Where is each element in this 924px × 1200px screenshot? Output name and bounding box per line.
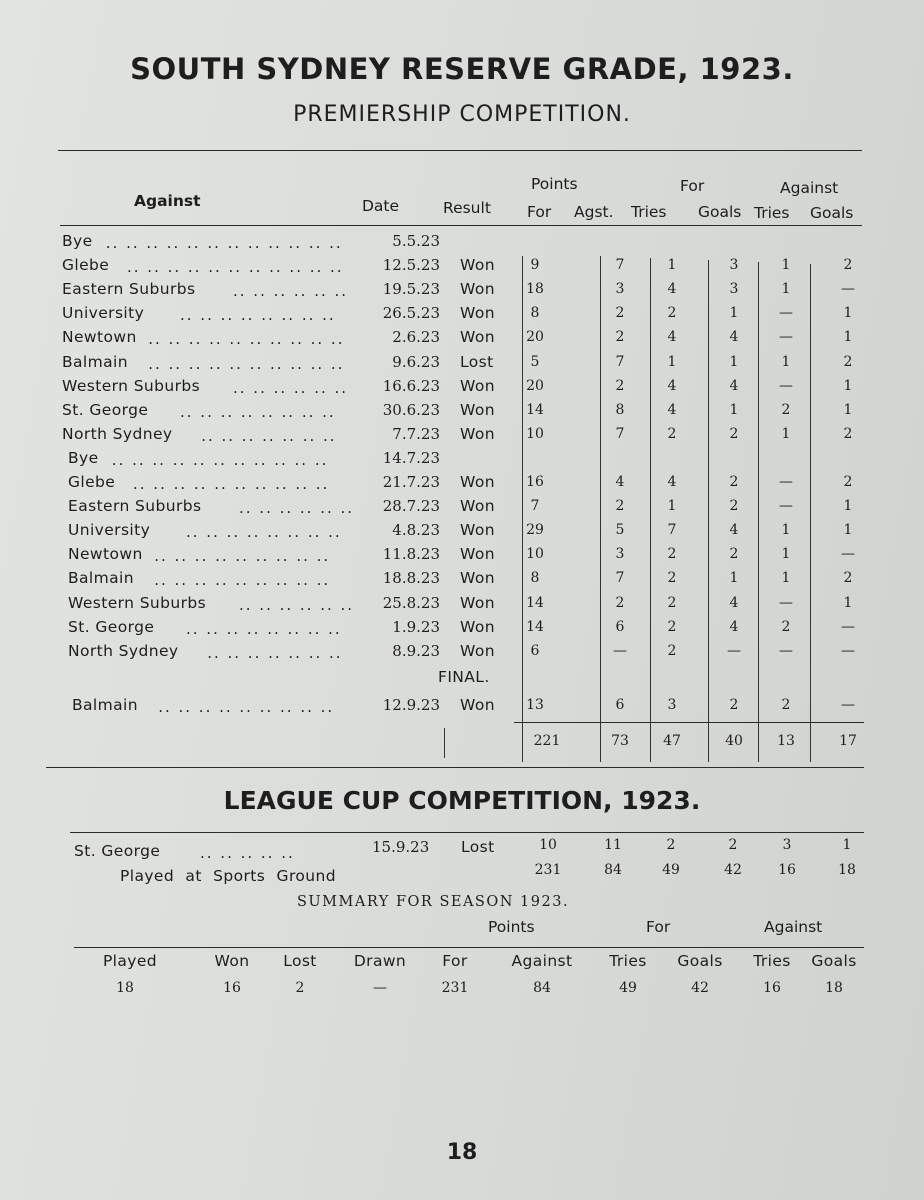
summary-group-against: Against: [764, 918, 823, 936]
score-ag: 1: [843, 377, 853, 394]
leader-dots: .. .. .. .. .. .. .. .. ..: [154, 547, 331, 566]
score-at: 2: [781, 618, 791, 635]
leader-dots: .. .. .. .. .. ..: [239, 499, 355, 518]
score-at: —: [779, 498, 793, 515]
leader-dots: .. .. .. .. .. .. .. ..: [180, 402, 336, 421]
score-pf: 13: [526, 697, 544, 713]
score-ag: —: [841, 642, 855, 659]
score-at: 1: [781, 570, 791, 587]
score-pa: 2: [615, 305, 625, 322]
score-ag: 2: [843, 570, 853, 587]
summary-header: Goals: [677, 952, 723, 970]
match-date: 26.5.23: [382, 304, 440, 323]
opponent-name: Western Suburbs: [62, 376, 201, 395]
score-ag: 1: [843, 329, 853, 346]
score-at: 1: [781, 257, 791, 274]
score-at: —: [779, 594, 793, 611]
score-pf: 9: [530, 257, 540, 274]
opponent-name: Bye: [68, 448, 99, 467]
total-ft: 47: [663, 733, 681, 749]
summary-value: 231: [441, 980, 469, 996]
leader-dots: .. .. .. .. .. .. ..: [207, 643, 343, 662]
score-fg: 3: [729, 281, 739, 298]
score-fg: 1: [729, 401, 739, 418]
score-pf: 7: [530, 498, 540, 515]
score-ft: 2: [666, 837, 676, 853]
match-result: Won: [460, 521, 495, 540]
leader-dots: .. .. .. .. .. ..: [233, 282, 349, 301]
score-pa: 3: [615, 546, 625, 563]
opponent-name: Balmain: [62, 352, 128, 371]
final-label: FINAL.: [438, 668, 490, 686]
score-ft: 7: [667, 522, 677, 539]
score-pa: 3: [615, 281, 625, 298]
season-pf: 231: [534, 862, 562, 878]
opponent-name: St. George: [68, 617, 155, 636]
score-at: 1: [781, 546, 791, 563]
match-result: Won: [460, 569, 495, 588]
score-ft: 2: [667, 546, 677, 563]
header-points-for: For: [527, 203, 552, 221]
score-ag: 1: [842, 837, 852, 853]
summary-value: 16: [223, 980, 241, 996]
summary-group-points: Points: [488, 918, 535, 936]
score-ag: 2: [843, 425, 853, 442]
leader-dots: .. .. .. .. .. .. .. .. .. ..: [148, 354, 345, 373]
opponent-name: Bye: [62, 232, 93, 250]
summary-header: Drawn: [353, 952, 407, 970]
score-ag: 1: [843, 401, 853, 418]
summary-value: 42: [691, 980, 709, 996]
score-pa: 7: [615, 570, 625, 587]
header-for-tries: Tries: [631, 203, 667, 221]
match-date: 12.5.23: [382, 256, 440, 275]
opponent-name: Glebe: [62, 256, 110, 275]
score-pa: 2: [615, 594, 625, 611]
match-result: Won: [460, 617, 495, 636]
score-ag: 1: [843, 522, 853, 539]
summary-rule: [74, 947, 864, 948]
match-date: 18.8.23: [382, 569, 440, 588]
score-pa: 7: [615, 425, 625, 442]
match-result: Won: [460, 304, 495, 323]
summary-header: Against: [511, 952, 573, 970]
match-result: Won: [460, 280, 495, 299]
match-date: 5.5.23: [392, 232, 440, 250]
score-ft: 1: [667, 257, 677, 274]
score-fg: 1: [729, 353, 739, 370]
match-date: 30.6.23: [382, 400, 440, 419]
score-ag: 2: [843, 474, 853, 490]
match-result: Won: [460, 593, 495, 612]
score-pf: 8: [530, 570, 540, 587]
leader-dots: .. .. .. .. .. .. .. ..: [180, 306, 336, 325]
score-fg: 4: [729, 329, 739, 346]
score-at: 1: [781, 522, 791, 539]
summary-value: 49: [619, 980, 637, 996]
leader-dots: .. .. .. .. .. .. .. .. .. ..: [133, 475, 330, 493]
score-pa: 8: [615, 401, 625, 418]
leader-dots: .. .. .. .. .. .. .. .. .. .. ..: [111, 450, 329, 469]
score-fg: 4: [729, 618, 739, 635]
totals-rule: [514, 722, 864, 723]
page-number: 18: [446, 1140, 478, 1165]
score-pf: 18: [526, 281, 544, 298]
score-at: —: [779, 474, 793, 490]
opponent-name: Glebe: [68, 473, 116, 491]
opponent-name: Newtown: [62, 328, 137, 347]
opponent-name: Newtown: [68, 545, 143, 564]
summary-value: 18: [116, 980, 134, 996]
score-ft: 4: [667, 281, 677, 298]
header-for-goals: Goals: [698, 203, 742, 221]
opponent-name: University: [68, 521, 151, 540]
score-pf: 10: [526, 425, 544, 442]
score-ft: 2: [667, 618, 677, 635]
score-pf: 20: [526, 329, 544, 346]
score-at: —: [779, 377, 793, 394]
header-against: Against: [134, 192, 201, 210]
match-date: 11.8.23: [382, 545, 440, 564]
score-fg: 4: [729, 522, 739, 539]
season-fg: 42: [724, 862, 742, 878]
leader-dots: .. .. .. .. .. .. .. .. ..: [154, 571, 331, 590]
match-result: Lost: [461, 838, 495, 856]
summary-header: Won: [214, 952, 250, 970]
season-ag: 18: [838, 862, 856, 878]
summary-value: 2: [295, 980, 305, 996]
score-fg: 4: [729, 377, 739, 394]
score-pa: 2: [615, 498, 625, 515]
opponent-name: St. George: [62, 400, 149, 419]
score-ag: 1: [843, 594, 853, 611]
match-result: Won: [460, 473, 495, 491]
summary-value: 16: [763, 980, 781, 996]
leader-dots: .. .. .. .. .. .. .. .. ..: [158, 698, 335, 716]
score-ft: 4: [667, 377, 677, 394]
summary-header: For: [442, 952, 468, 970]
score-ft: 4: [667, 329, 677, 346]
score-pa: 2: [615, 377, 625, 394]
season-pa: 84: [604, 862, 622, 878]
match-result: Won: [460, 400, 495, 419]
played-at-label: Played at Sports Ground: [120, 867, 336, 885]
score-fg: 2: [729, 697, 739, 713]
match-date: 8.9.23: [392, 641, 440, 660]
score-ft: 1: [667, 498, 677, 515]
match-result: Won: [460, 256, 495, 275]
score-ft: 4: [667, 474, 677, 490]
match-result: Lost: [460, 352, 494, 371]
score-fg: 2: [729, 498, 739, 515]
opponent-name: Western Suburbs: [68, 593, 207, 612]
leader-dots: .. .. .. .. .. ..: [239, 595, 355, 614]
match-date: 9.6.23: [392, 352, 440, 371]
match-date: 28.7.23: [382, 497, 440, 516]
header-points-agst: Agst.: [574, 203, 614, 221]
score-ft: 4: [667, 401, 677, 418]
match-date: 12.9.23: [382, 696, 440, 714]
score-at: 3: [782, 837, 792, 853]
season-ft: 49: [662, 862, 680, 878]
summary-header: Tries: [753, 952, 791, 970]
cup-title: LEAGUE CUP COMPETITION, 1923.: [223, 786, 701, 815]
header-agst-tries: Tries: [754, 204, 790, 222]
summary-header: Played: [102, 952, 158, 970]
leader-dots: .. .. .. .. .. .. ..: [201, 426, 337, 445]
score-fg: 1: [729, 570, 739, 587]
score-fg: 2: [728, 837, 738, 853]
leader-dots: .. .. .. .. .. .. .. .. .. .. ..: [127, 258, 344, 277]
score-fg: 4: [729, 594, 739, 611]
leader-dots: .. .. .. .. .. .. .. ..: [186, 619, 342, 638]
score-pf: 14: [526, 594, 544, 611]
opponent-name: St. George: [74, 842, 161, 860]
header-for-group: For: [680, 177, 705, 195]
score-ft: 2: [667, 570, 677, 587]
total-fg: 40: [725, 733, 743, 749]
header-agst-goals: Goals: [810, 204, 854, 222]
score-pf: 29: [526, 522, 544, 539]
score-pf: 20: [526, 377, 544, 394]
summary-value: 18: [825, 980, 843, 996]
leader-dots: .. .. .. .. .. ..: [233, 378, 349, 397]
score-fg: —: [727, 642, 741, 659]
score-ag: 1: [843, 498, 853, 515]
score-ft: 2: [667, 594, 677, 611]
total-ag: 17: [839, 733, 857, 749]
score-pf: 14: [526, 401, 544, 418]
leader-dots: .. .. .. .. .. .. .. .. .. .. .. ..: [105, 234, 343, 252]
score-ag: —: [841, 618, 855, 635]
score-pa: 7: [615, 353, 625, 370]
opponent-name: Eastern Suburbs: [62, 280, 196, 299]
summary-header: Lost: [283, 952, 317, 970]
summary-header: Tries: [609, 952, 647, 970]
score-ag: 2: [843, 353, 853, 370]
score-pf: 16: [526, 474, 544, 490]
season-at: 16: [778, 862, 796, 878]
page-title: SOUTH SYDNEY RESERVE GRADE, 1923.: [130, 52, 794, 86]
cup-rule: [70, 832, 864, 833]
score-pa: 2: [615, 329, 625, 346]
summary-header: Goals: [811, 952, 857, 970]
total-pa: 73: [611, 733, 629, 749]
match-date: 7.7.23: [392, 424, 440, 443]
total-at: 13: [777, 733, 795, 749]
match-result: Won: [460, 376, 495, 395]
match-date: 2.6.23: [392, 328, 440, 347]
match-date: 1.9.23: [392, 617, 440, 636]
score-pa: 4: [615, 474, 625, 490]
score-pa: —: [613, 642, 627, 659]
column-divider: [444, 728, 445, 758]
match-result: Won: [460, 424, 495, 443]
score-at: 2: [781, 401, 791, 418]
score-ag: 1: [843, 305, 853, 322]
header-date: Date: [362, 197, 400, 215]
header-points: Points: [531, 175, 578, 193]
header-result: Result: [443, 199, 491, 217]
summary-title: SUMMARY FOR SEASON 1923.: [297, 894, 570, 910]
score-pf: 10: [539, 837, 557, 853]
match-result: Won: [460, 545, 495, 564]
opponent-name: Balmain: [68, 569, 134, 588]
opponent-name: Eastern Suburbs: [68, 497, 202, 516]
page-subtitle: PREMIERSHIP COMPETITION.: [293, 102, 631, 127]
score-pa: 11: [604, 837, 622, 853]
score-at: —: [779, 329, 793, 346]
score-pa: 6: [615, 697, 625, 713]
score-ft: 1: [667, 353, 677, 370]
score-fg: 3: [729, 257, 739, 274]
match-result: Won: [460, 641, 495, 660]
total-pf: 221: [533, 733, 561, 749]
opponent-name: Balmain: [72, 696, 138, 714]
header-rule-top: [58, 150, 862, 151]
header-rule-bottom: [60, 225, 862, 226]
match-date: 14.7.23: [382, 448, 440, 467]
score-ag: —: [841, 546, 855, 563]
score-ft: 2: [667, 642, 677, 659]
opponent-name: University: [62, 304, 145, 323]
header-against-group: Against: [780, 179, 839, 197]
score-pf: 8: [530, 305, 540, 322]
section-rule: [46, 767, 864, 768]
match-date: 4.8.23: [392, 521, 440, 540]
leader-dots: .. .. .. .. ..: [200, 844, 295, 862]
score-pf: 5: [530, 353, 540, 370]
match-date: 21.7.23: [382, 473, 440, 491]
score-at: —: [779, 642, 793, 659]
match-date: 16.6.23: [382, 376, 440, 395]
match-date: 15.9.23: [372, 838, 430, 856]
score-ft: 2: [667, 425, 677, 442]
score-fg: 2: [729, 425, 739, 442]
summary-group-for: For: [646, 918, 671, 936]
match-result: Won: [460, 497, 495, 516]
score-ag: 2: [843, 257, 853, 274]
score-at: 2: [781, 697, 791, 713]
score-pa: 6: [615, 618, 625, 635]
score-pf: 6: [530, 642, 540, 659]
score-fg: 2: [729, 546, 739, 563]
score-ag: —: [841, 281, 855, 298]
score-pa: 7: [615, 257, 625, 274]
score-ft: 2: [667, 305, 677, 322]
score-ag: —: [841, 697, 855, 713]
match-result: Won: [460, 696, 495, 714]
score-at: 1: [781, 353, 791, 370]
summary-value: —: [373, 980, 387, 996]
score-ft: 3: [667, 697, 677, 713]
score-pf: 10: [526, 546, 544, 563]
summary-value: 84: [533, 980, 551, 996]
score-at: —: [779, 305, 793, 322]
opponent-name: North Sydney: [62, 424, 173, 443]
match-date: 19.5.23: [382, 280, 440, 299]
leader-dots: .. .. .. .. .. .. .. .. .. ..: [148, 330, 345, 349]
match-date: 25.8.23: [382, 593, 440, 612]
score-fg: 2: [729, 474, 739, 490]
score-pa: 5: [615, 522, 625, 539]
leader-dots: .. .. .. .. .. .. .. ..: [186, 523, 342, 542]
score-pf: 14: [526, 618, 544, 635]
opponent-name: North Sydney: [68, 641, 179, 660]
score-at: 1: [781, 281, 791, 298]
match-result: Won: [460, 328, 495, 347]
score-at: 1: [781, 425, 791, 442]
score-fg: 1: [729, 305, 739, 322]
